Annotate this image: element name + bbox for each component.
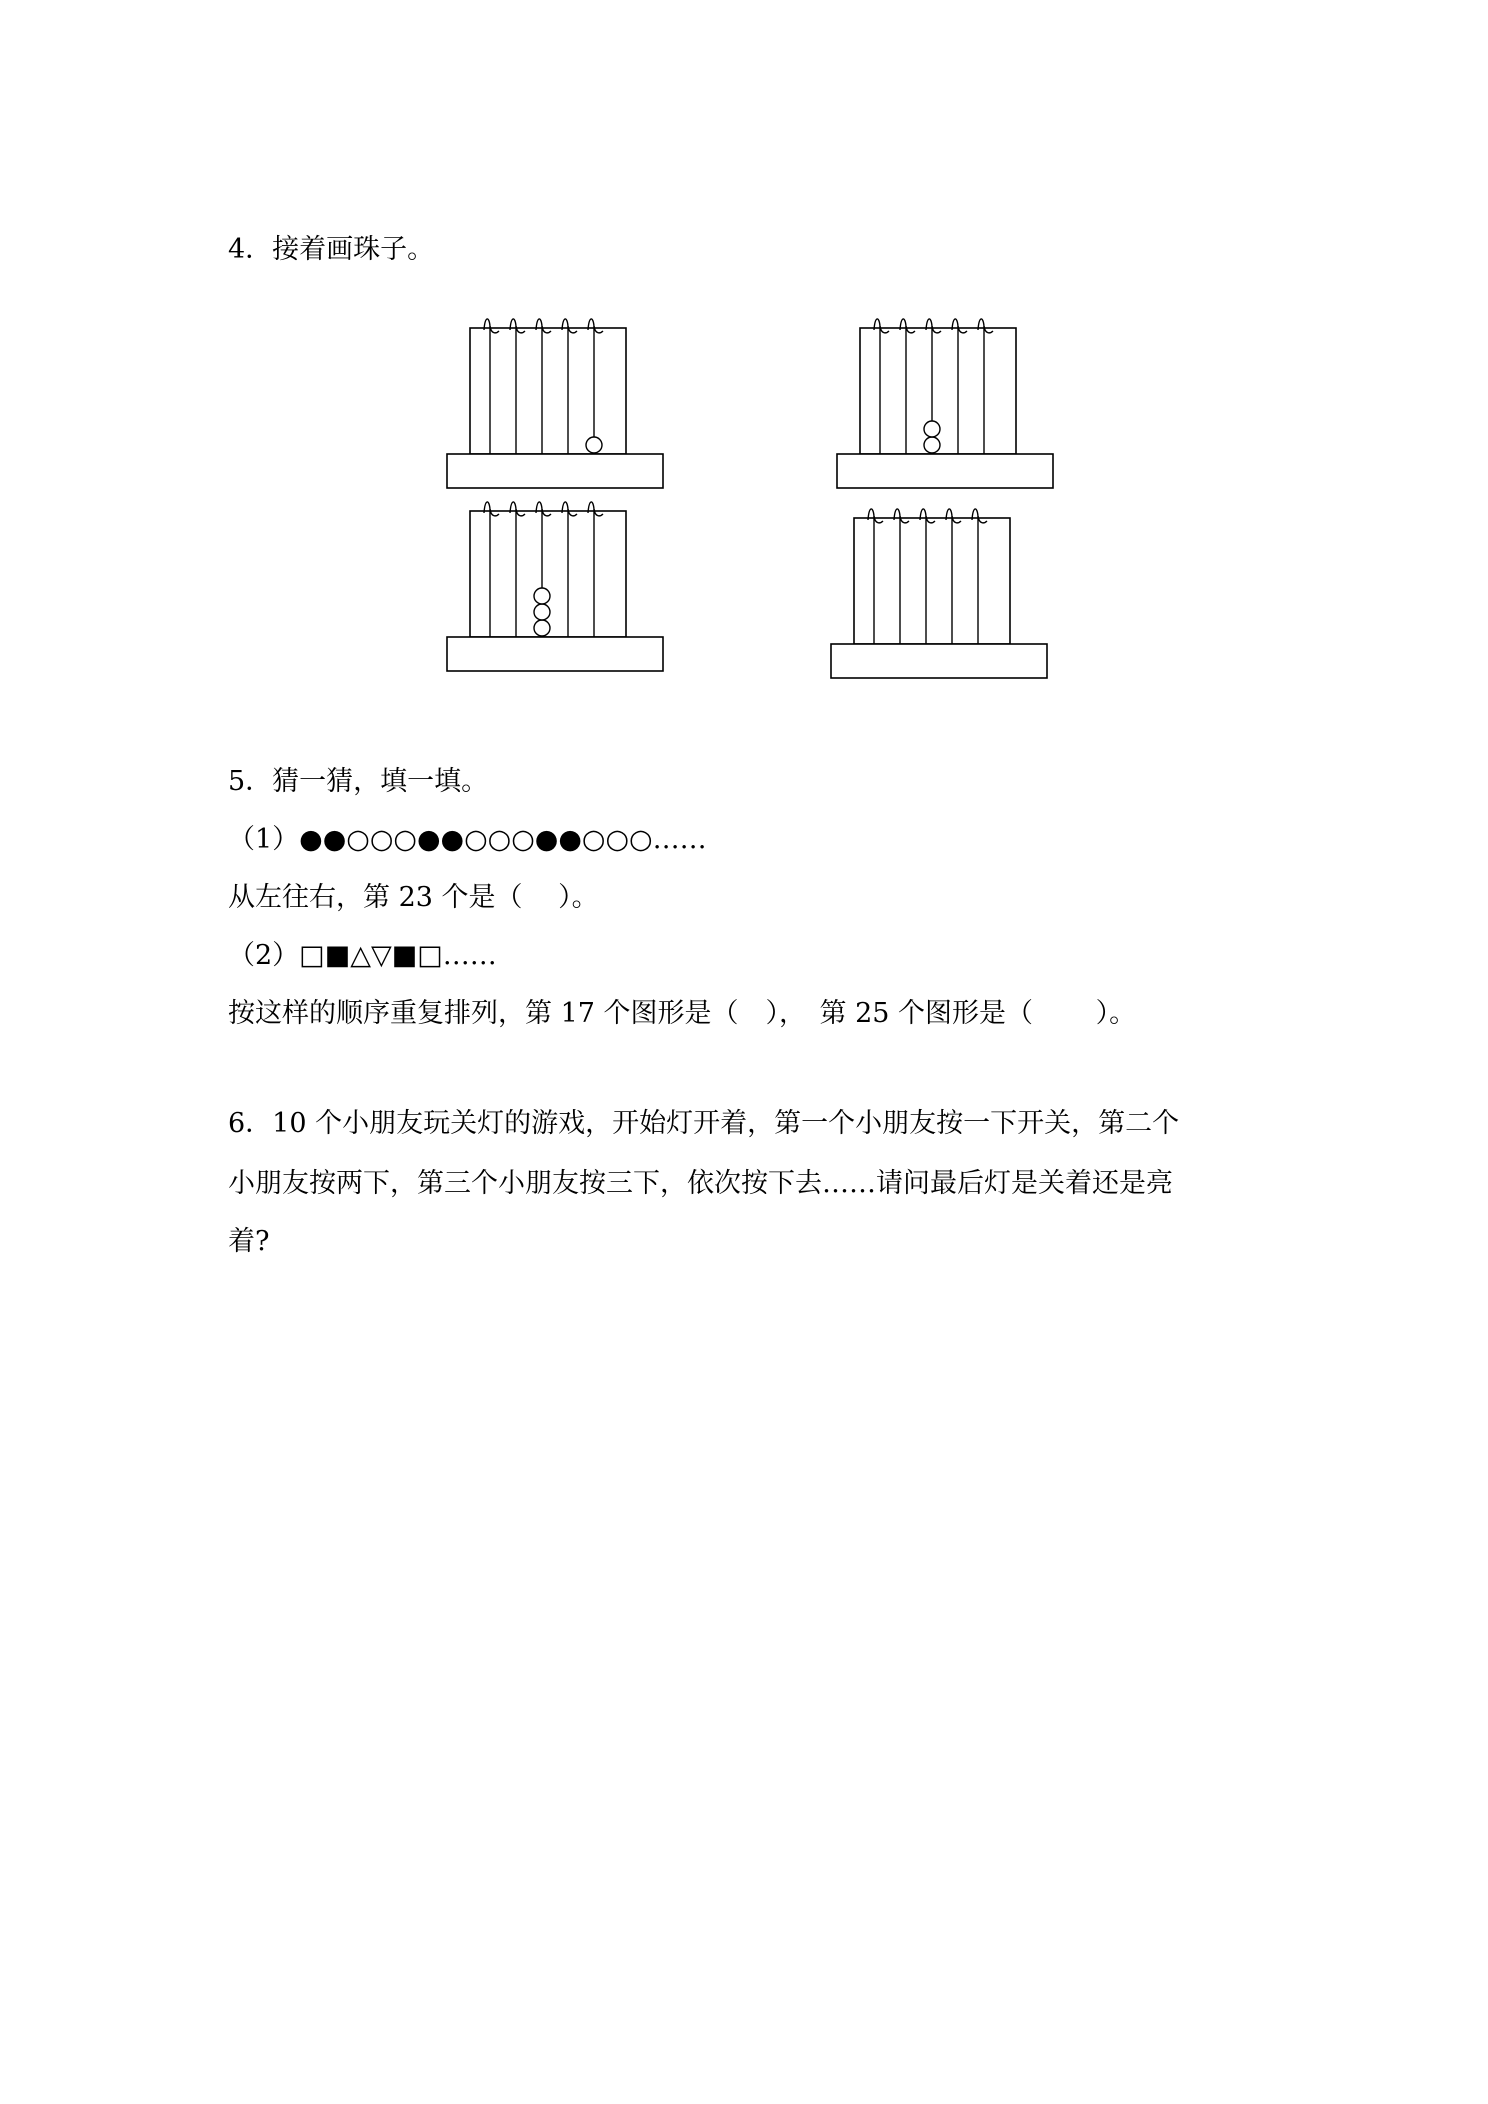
abacus-1	[446, 308, 666, 498]
abacus-bead	[586, 437, 602, 453]
abacus-rod-hook	[894, 509, 909, 523]
abacus-2	[836, 308, 1056, 498]
abacus-rod-hook	[946, 509, 961, 523]
abacus-drawing	[836, 308, 1056, 498]
abacus-base	[447, 637, 663, 671]
abacus-bead	[924, 421, 940, 437]
abacus-drawing	[830, 498, 1050, 688]
abacus-rod-hook	[484, 502, 499, 516]
abacus-rod-hook	[484, 319, 499, 333]
abacus-rod-hook	[978, 319, 993, 333]
abacus-rod-hook	[510, 502, 525, 516]
abacus-rod-hook	[588, 502, 603, 516]
abacus-rod-hook	[952, 319, 967, 333]
question-6-line-1: 6．10 个小朋友玩关灯的游戏，开始灯开着，第一个小朋友按一下开关，第二个	[228, 1108, 1180, 1139]
abacus-base	[447, 454, 663, 488]
question-5-part2-question: 按这样的顺序重复排列，第 17 个图形是（ ）， 第 25 个图形是（ ）。	[228, 998, 1137, 1029]
abacus-3	[446, 491, 666, 681]
abacus-frame	[470, 328, 626, 454]
abacus-rod-hook	[972, 509, 987, 523]
abacus-bead	[534, 620, 550, 636]
question-5-part2-sequence: （2）□■△▽■□……	[228, 940, 497, 971]
question-6-line-3: 着?	[228, 1226, 270, 1257]
abacus-base	[837, 454, 1053, 488]
abacus-drawing	[446, 308, 666, 498]
abacus-rod-hook	[926, 319, 941, 333]
abacus-rod-hook	[562, 502, 577, 516]
abacus-4	[830, 498, 1050, 688]
question-6-line-2: 小朋友按两下，第三个小朋友按三下，依次按下去……请问最后灯是关着还是亮	[228, 1168, 1173, 1199]
abacus-bead	[924, 437, 940, 453]
abacus-rod-hook	[868, 509, 883, 523]
abacus-base	[831, 644, 1047, 678]
question-5-part1-sequence: （1）●●○○○●●○○○●●○○○……	[228, 824, 707, 855]
abacus-rod-hook	[536, 502, 551, 516]
abacus-bead	[534, 604, 550, 620]
question-5-part1-question: 从左往右，第 23 个是（ ）。	[228, 882, 599, 913]
abacus-rod-hook	[562, 319, 577, 333]
abacus-drawing	[446, 491, 666, 681]
abacus-rod-hook	[920, 509, 935, 523]
abacus-rod-hook	[510, 319, 525, 333]
abacus-rod-hook	[900, 319, 915, 333]
question-4-title: 4．接着画珠子。	[228, 234, 435, 265]
abacus-rod-hook	[588, 319, 603, 333]
abacus-rod-hook	[874, 319, 889, 333]
abacus-frame	[854, 518, 1010, 644]
abacus-bead	[534, 588, 550, 604]
abacus-rod-hook	[536, 319, 551, 333]
question-5-title: 5．猜一猜，填一填。	[228, 766, 489, 797]
